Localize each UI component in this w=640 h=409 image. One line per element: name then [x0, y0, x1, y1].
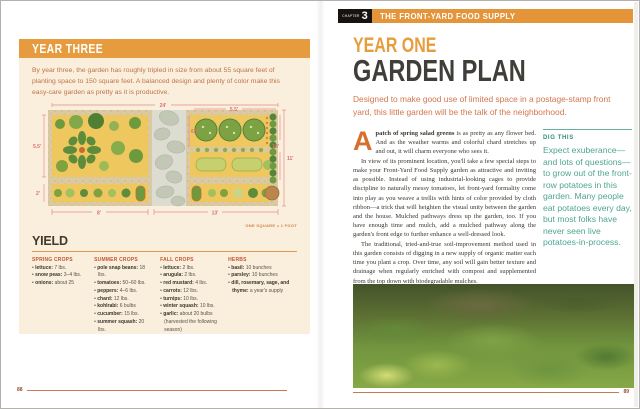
deck-text: Designed to make good use of limited space in a postage-stamp front yard, this little garden will be the talk of the neighborhood.	[353, 94, 611, 117]
yield-item: • dill, rosemary, sage, and thyme: a year's supply	[228, 280, 297, 296]
container-pot	[265, 186, 279, 200]
year-three-panel	[19, 39, 310, 334]
yield-item: • onions: about 25	[32, 280, 87, 288]
footer-rule	[353, 392, 619, 393]
yield-item: • kohlrabi: 6 bulbs	[94, 303, 153, 311]
yield-item: • garlic: about 20 bulbs (harvested the following season)	[160, 311, 221, 334]
right-page	[321, 1, 640, 408]
year-three-intro: By year three, the garden has roughly tripled in size from about 55 square feet of planting space to 150 square feet. A balanced design and plenty of color make this easy-care garden as pretty as it is productive.	[32, 67, 280, 96]
yield-item: • turnips: 10 lbs.	[160, 296, 221, 304]
body-paragraph-3: The traditional, tried-and-true soil-improvement method used in this garden consists of digging in a new supply of organic matter each time you plant a crop. Over time, any soil will gain better texture and drainage when regularly enriched with compost and supplemented from the top down with biodegradable mulches.	[353, 240, 536, 285]
yield-item: • lettuce: 7 lbs.	[32, 265, 87, 273]
plan-scale-caption: ONE SQUARE = 1 FOOT	[245, 222, 297, 228]
dim-8ft: 8'	[97, 210, 101, 217]
yield-item: • cucumber: 15 lbs.	[94, 311, 153, 319]
year-three-title: YEAR THREE	[32, 41, 104, 56]
year-three-body	[19, 58, 310, 334]
dig-this-heading: DIG THIS	[543, 135, 574, 141]
body-paragraph-1: Apatch of spring salad greens is as pretty as any flower bed. And as the weather warms and colorful chard stretches up and out, it will charm everyone who sees it.	[353, 126, 536, 156]
yield-heading: SUMMER CROPS	[94, 256, 138, 263]
left-page-number: 88	[17, 387, 23, 393]
dig-this-text: Expect exuberance—and lots of questions—to grow out of the front-row potatoes in this garden. Many people eat potatoes every day, but most folks have never seen live potatoes-in-process.	[543, 145, 632, 248]
tomato-plants	[195, 116, 268, 143]
left-page-footer	[17, 387, 287, 393]
yield-item: • snow peas: 3–4 lbs.	[32, 272, 87, 280]
footer-rule	[27, 390, 287, 391]
yield-item: • winter squash: 10 lbs.	[160, 303, 221, 311]
yield-item: • tomatoes: 50–60 lbs.	[94, 280, 153, 288]
dim-24ft: 24'	[159, 102, 167, 109]
yield-heading: HERBS	[228, 256, 247, 263]
drop-cap: A	[353, 126, 373, 156]
chapter-bar	[338, 9, 633, 23]
year-one-kicker: YEAR ONE	[353, 34, 437, 57]
yield-columns	[32, 257, 297, 335]
right-page-number: 89	[623, 389, 629, 395]
dim-2ft: 2'	[36, 190, 40, 197]
yield-item: • red mustard: 4 lbs.	[160, 280, 221, 288]
page-edge	[634, 2, 638, 407]
yield-item: • lettuce: 2 lbs.	[160, 265, 221, 273]
yield-heading: SPRING CROPS	[32, 256, 73, 263]
yield-item: • chard: 12 lbs.	[94, 296, 153, 304]
yield-item: • summer squash: 20 lbs.	[94, 319, 153, 335]
yield-column-spring	[32, 257, 87, 335]
dim-6-5ft: 6.5'	[191, 128, 200, 135]
yield-column-summer	[94, 257, 153, 335]
page-gutter	[316, 1, 325, 408]
dig-this-sidebar	[543, 129, 632, 249]
left-page	[1, 1, 321, 408]
garden-plan-title: GARDEN PLAN	[353, 53, 526, 88]
yield-item: • parsley: 10 bunches	[228, 272, 297, 280]
yield-item: • basil: 10 bunches	[228, 265, 297, 273]
dim-5-5ft-left: 5.5'	[33, 143, 42, 150]
chapter-title-band	[372, 9, 633, 23]
garden-photo	[353, 284, 634, 388]
yield-column-fall	[160, 257, 221, 335]
yield-item: • pole snap beans: 18 lbs.	[94, 265, 153, 281]
chapter-word: CHAPTER	[342, 14, 360, 18]
body-column	[353, 126, 536, 286]
body-paragraph-2: In view of its prominent location, you'll take a few special steps to make your Front-Yard Food Supply garden as attractive and inviting as possible. Instead of using industrial-looking cages to provide discipline to naturally messy tomatoes, let front-yard formality come into play as you weave a trellis with hints of color provided by cloth ribbon—a trick that will heighten the visual unity between the garden and the house. Mulched pathways dress up the garden, too. If you have enough time and mulch, add a mulched pathway along the garden's front edge to further enhance a well-dressed look.	[353, 157, 536, 239]
yield-item: • carrots: 12 lbs.	[160, 288, 221, 296]
yield-item: • arugula: 2 lbs.	[160, 272, 221, 280]
chapter-number-box	[338, 9, 372, 23]
yield-heading: FALL CROPS	[160, 256, 194, 263]
dim-10ft: 10'	[272, 143, 279, 150]
dim-13ft: 13'	[211, 210, 219, 217]
yield-title: YIELD	[32, 234, 297, 252]
dim-11ft: 11'	[287, 155, 294, 162]
yield-column-herbs	[228, 257, 297, 335]
dim-5-5ft-top: 5.5'	[229, 106, 239, 113]
right-page-footer	[353, 389, 629, 395]
garden-plan-illustration	[32, 102, 297, 222]
chapter-title: THE FRONT-YARD FOOD SUPPLY	[380, 11, 516, 21]
year-three-header-band	[19, 39, 310, 58]
yield-item: • peppers: 4–6 lbs.	[94, 288, 153, 296]
chapter-number: 3	[361, 9, 368, 22]
